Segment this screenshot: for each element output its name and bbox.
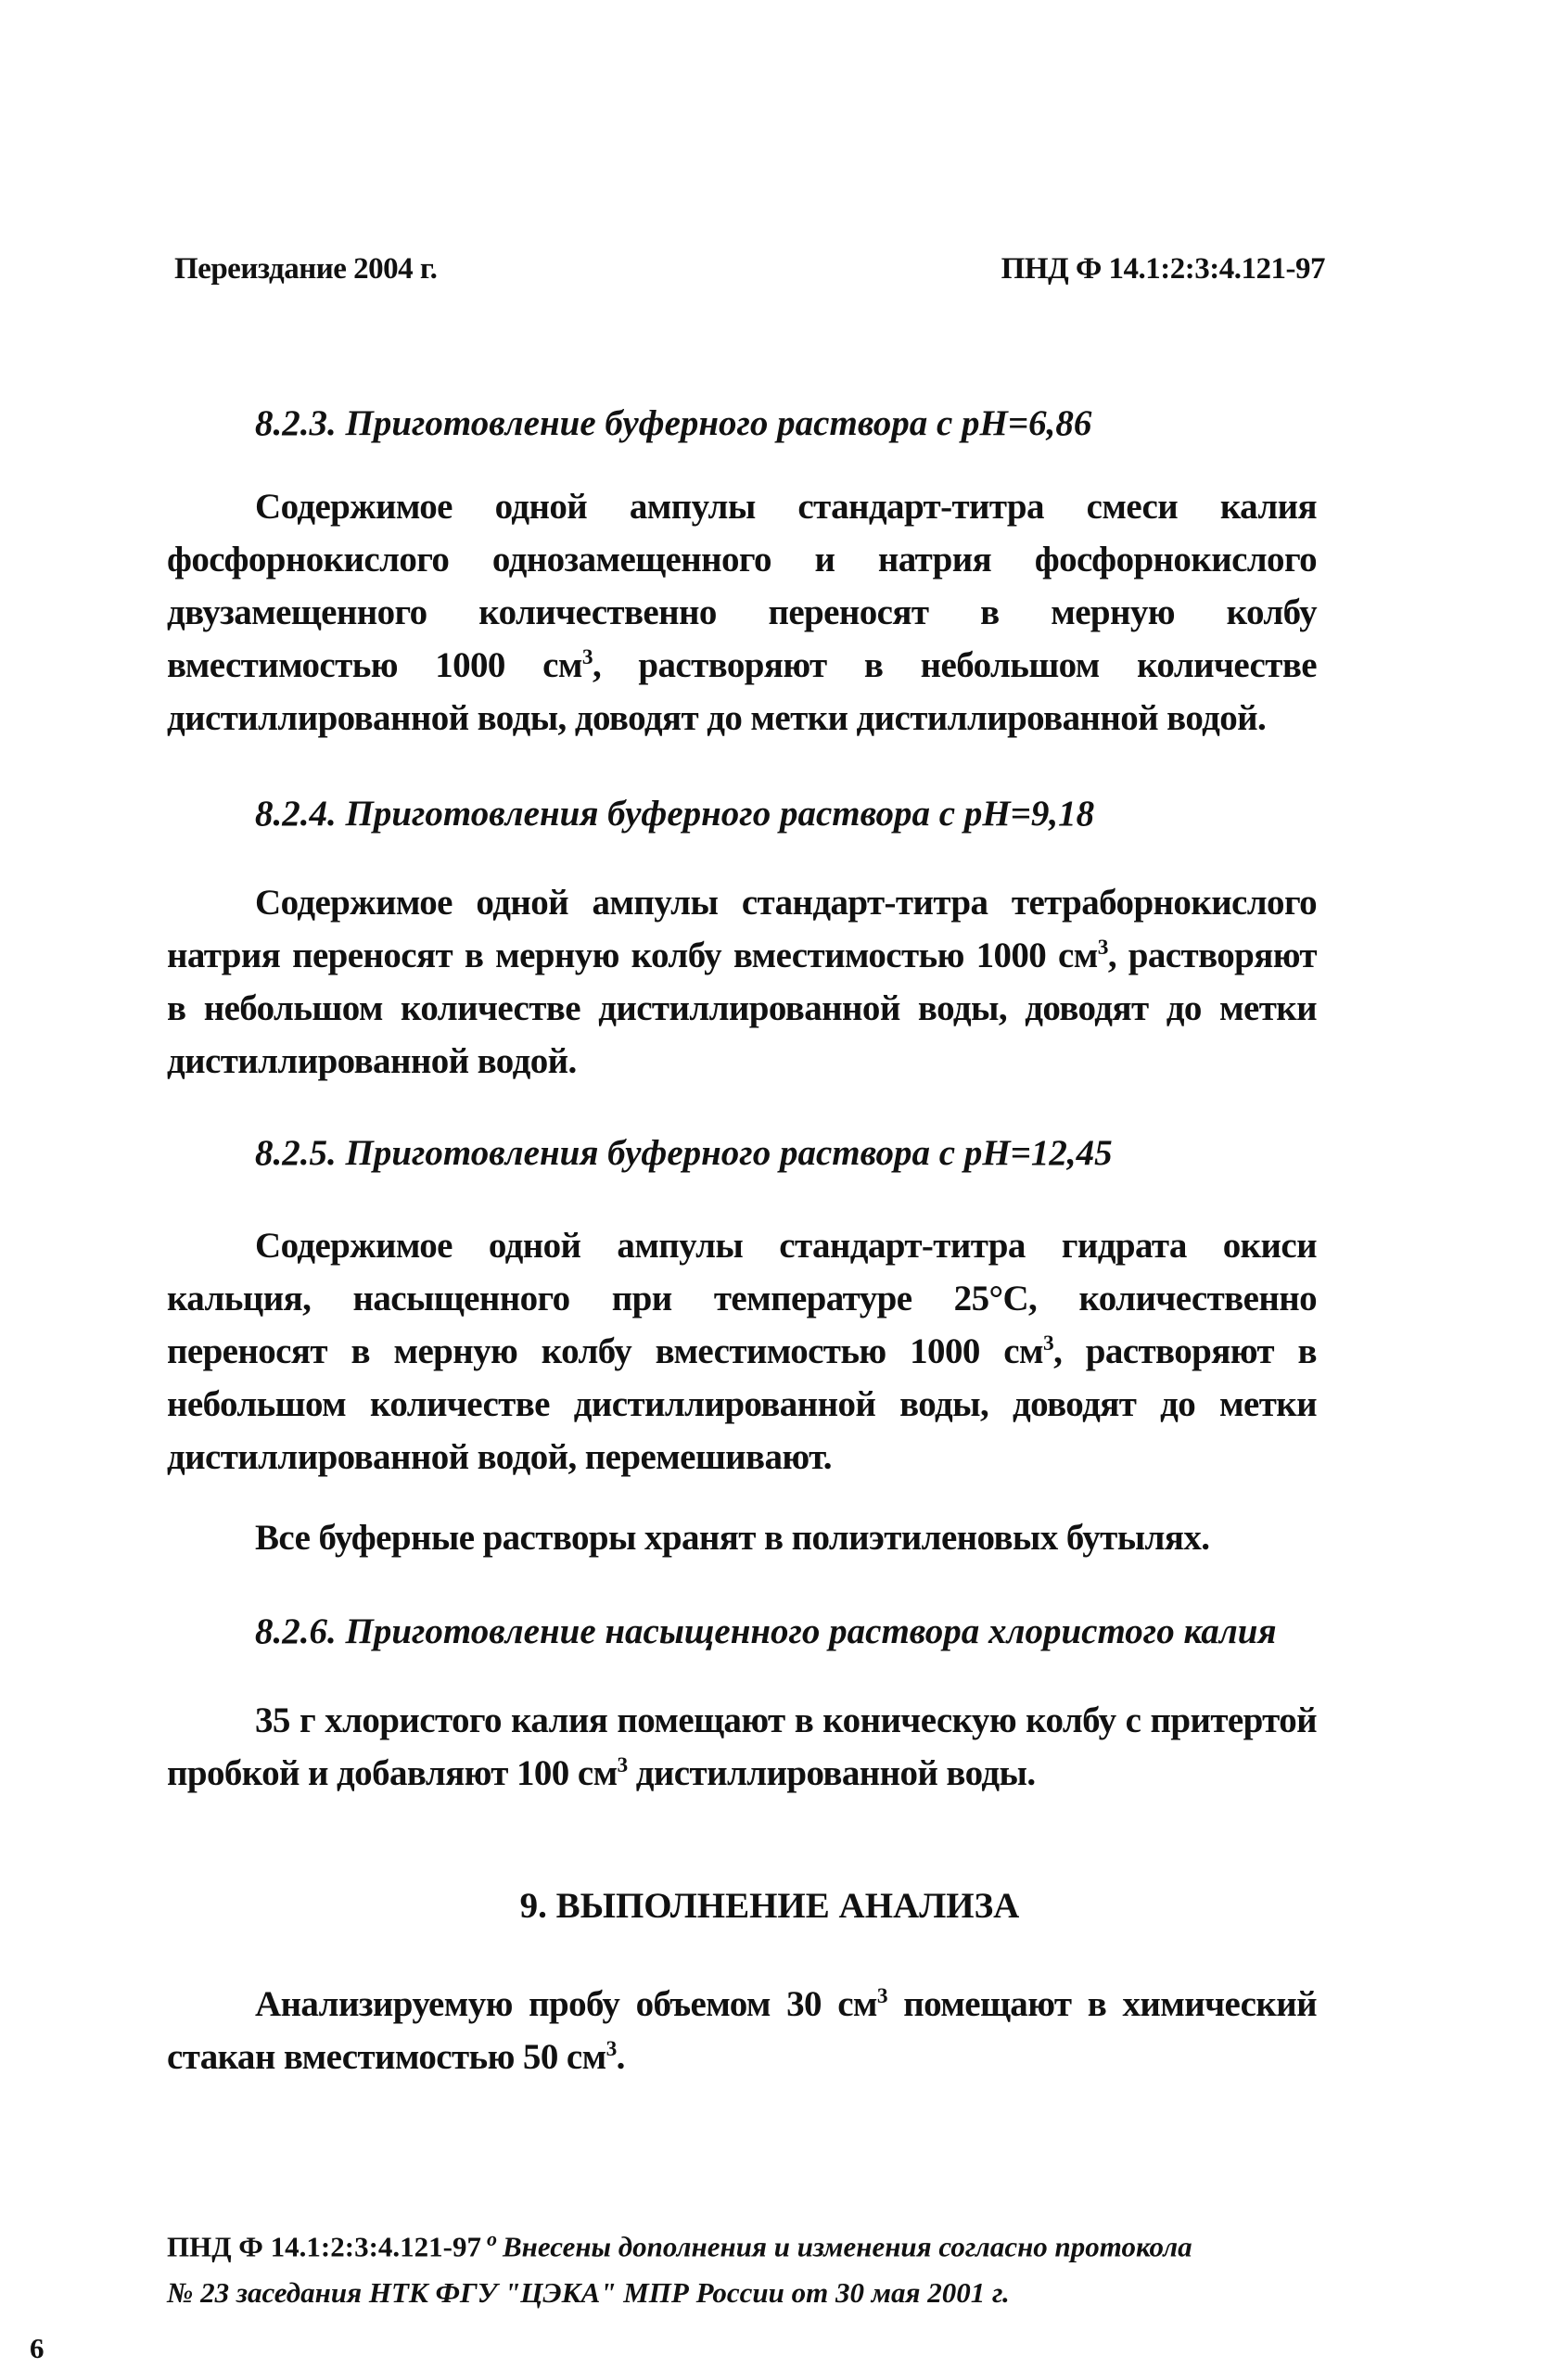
footer-line-1	[167, 2216, 1317, 2270]
paragraph-text: .	[616, 2037, 625, 2077]
footer-line-2: № 23 заседания НТК ФГУ "ЦЭКА" МПР России от 30 мая 2001 г.	[167, 2276, 1010, 2310]
document-code-header: ПНД Ф 14.1:2:3:4.121-97	[1001, 252, 1325, 286]
paragraph-text: Содержимое одной ампулы стандарт-титра тетраборнокислого натрия переносят в мерную колбу вместимостью 1000 см	[167, 883, 1317, 975]
section-9-title: 9. ВЫПОЛНЕНИЕ АНАЛИЗА	[519, 1886, 1020, 1926]
footer-note-text: Внесены дополнения и изменения согласно протокола	[502, 2230, 1192, 2263]
paragraph-text: Анализируемую пробу объемом 30 см	[255, 1984, 877, 2024]
paragraph-9	[167, 1978, 1317, 2083]
heading-8-2-3: 8.2.3. Приготовление буферного раствора с pH=6,86	[255, 403, 1092, 443]
paragraph-8-2-4	[167, 876, 1317, 1088]
heading-8-2-6: 8.2.6. Приготовление насыщенного раствора хлористого калия	[255, 1611, 1277, 1651]
paragraph-text: , растворяют в небольшом количестве дистиллированной воды, доводят до метки дистиллированной водой.	[167, 645, 1317, 738]
paragraph-text: дистиллированной воды.	[627, 1753, 1036, 1793]
paragraph-text: помещают в химический стакан вместимостью 50 см	[167, 1984, 1317, 2077]
superscript: 3	[581, 645, 593, 669]
paragraph-text: , растворяют в небольшом количестве дистиллированной воды, доводят до метки дистиллированной водой, перемешивают.	[167, 1331, 1317, 1477]
heading-8-2-5: 8.2.5. Приготовления буферного раствора с pH=12,45	[255, 1133, 1113, 1173]
paragraph-text: 35 г хлористого калия помещают в коническую колбу с притертой пробкой и добавляют 100 см	[167, 1700, 1317, 1793]
paragraph-text: , растворяют в небольшом количестве дистиллированной воды, доводят до метки дистиллированной водой.	[167, 936, 1317, 1081]
document-body	[167, 399, 1317, 2083]
paragraph-buffer-storage: Все буферные растворы хранят в полиэтиленовых бутылях.	[255, 1518, 1210, 1558]
superscript: 3	[876, 1984, 887, 2008]
superscript: 3	[606, 2037, 617, 2061]
paragraph-8-2-6	[167, 1694, 1317, 1800]
heading-8-2-4: 8.2.4. Приготовления буферного раствора с pH=9,18	[255, 794, 1095, 834]
paragraph-8-2-5	[167, 1219, 1317, 1484]
paragraph-text: Содержимое одной ампулы стандарт-титра смеси калия фосфорнокислого однозамещенного и натрия фосфорнокислого двузамещенного количественно переносят в мерную колбу вместимостью 1000 см	[167, 487, 1317, 685]
superscript: 3	[1042, 1331, 1054, 1356]
paragraph-8-2-3	[167, 480, 1317, 745]
paragraph-text: Содержимое одной ампулы стандарт-титра гидрата окиси кальция, насыщенного при температуре 25°С, количественно переносят в мерную колбу вместимостью 1000 см	[167, 1226, 1317, 1371]
reissue-header: Переиздание 2004 г.	[174, 252, 438, 286]
footer-note	[167, 2216, 1317, 2316]
page-number: 6	[30, 2332, 45, 2364]
footer-document-code: ПНД Ф 14.1:2:3:4.121-97	[167, 2230, 481, 2263]
superscript: 3	[617, 1753, 628, 1777]
footer-mark: о	[486, 2227, 497, 2250]
superscript: 3	[1097, 936, 1108, 960]
